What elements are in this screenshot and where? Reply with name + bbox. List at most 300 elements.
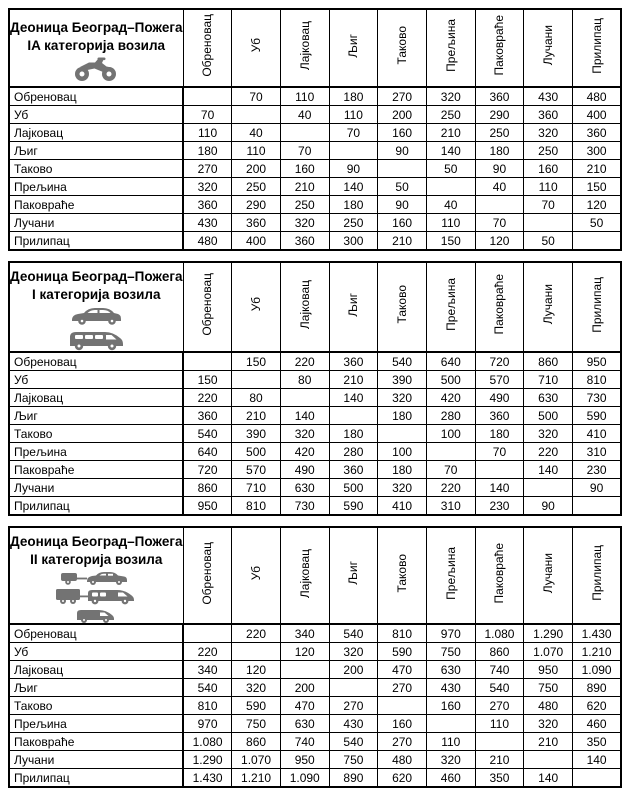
column-header — [183, 262, 232, 352]
price-cell: 110 — [183, 124, 232, 142]
diagonal-empty-cell — [426, 715, 475, 733]
price-cell: 860 — [524, 352, 573, 371]
price-cell: 320 — [524, 124, 573, 142]
price-cell: 620 — [378, 769, 427, 788]
price-cell: 210 — [280, 178, 329, 196]
table-row — [9, 479, 621, 497]
price-cell: 810 — [378, 624, 427, 643]
price-cell: 110 — [524, 178, 573, 196]
price-cell: 360 — [573, 124, 622, 142]
price-cell: 220 — [524, 443, 573, 461]
price-cell: 150 — [232, 352, 281, 371]
price-cell: 340 — [280, 624, 329, 643]
price-cell: 70 — [475, 214, 524, 232]
price-cell: 540 — [378, 352, 427, 371]
price-cell: 540 — [329, 733, 378, 751]
column-header — [329, 262, 378, 352]
price-cell: 890 — [329, 769, 378, 788]
price-cell: 160 — [426, 697, 475, 715]
price-cell: 290 — [232, 196, 281, 214]
column-header — [573, 9, 622, 87]
price-cell: 360 — [329, 352, 378, 371]
price-cell: 740 — [475, 661, 524, 679]
price-cell: 470 — [378, 661, 427, 679]
price-cell: 270 — [475, 697, 524, 715]
price-cell: 270 — [378, 733, 427, 751]
price-cell: 710 — [232, 479, 281, 497]
price-cell: 1.430 — [183, 769, 232, 788]
table-title-cell — [9, 527, 183, 624]
column-header — [426, 262, 475, 352]
price-cell: 160 — [378, 214, 427, 232]
price-cell: 320 — [524, 715, 573, 733]
column-header-label: Паковраће — [492, 542, 507, 604]
price-cell: 110 — [475, 715, 524, 733]
price-cell: 320 — [280, 425, 329, 443]
price-cell: 640 — [426, 352, 475, 371]
price-cell: 410 — [573, 425, 622, 443]
price-cell: 1.070 — [524, 643, 573, 661]
row-header: Таково — [9, 160, 183, 178]
price-cell: 750 — [524, 679, 573, 697]
table-row — [9, 769, 621, 788]
toll-table-category-ii — [8, 526, 622, 788]
price-cell: 180 — [329, 425, 378, 443]
column-header-label: Љиг — [346, 292, 361, 317]
price-cell: 290 — [475, 106, 524, 124]
price-cell: 200 — [378, 106, 427, 124]
price-cell: 1.430 — [573, 624, 622, 643]
price-cell: 180 — [378, 461, 427, 479]
table-row — [9, 624, 621, 643]
price-cell: 70 — [232, 87, 281, 106]
price-cell: 500 — [426, 371, 475, 389]
diagonal-empty-cell — [475, 461, 524, 479]
diagonal-empty-cell — [329, 142, 378, 160]
price-cell: 200 — [329, 661, 378, 679]
price-cell: 400 — [232, 232, 281, 251]
price-cell: 50 — [524, 232, 573, 251]
table-row — [9, 643, 621, 661]
column-header — [524, 527, 573, 624]
vehicle-icons — [10, 305, 183, 351]
diagonal-empty-cell — [378, 425, 427, 443]
price-cell: 220 — [183, 389, 232, 407]
price-cell: 250 — [329, 214, 378, 232]
table-title-line1: Деоница Београд–Пожега — [10, 19, 183, 35]
column-header — [524, 9, 573, 87]
table-row — [9, 661, 621, 679]
price-cell: 210 — [475, 751, 524, 769]
van-trailer-icon — [55, 587, 137, 605]
row-header: Прељина — [9, 443, 183, 461]
row-header: Лучани — [9, 479, 183, 497]
column-header-label: Уб — [249, 566, 264, 581]
column-header — [378, 9, 427, 87]
table-row — [9, 160, 621, 178]
price-cell: 140 — [524, 769, 573, 788]
price-cell: 480 — [183, 232, 232, 251]
price-cell: 590 — [573, 407, 622, 425]
price-cell: 320 — [426, 751, 475, 769]
price-cell: 110 — [232, 142, 281, 160]
price-cell: 420 — [280, 443, 329, 461]
table-row — [9, 106, 621, 124]
minivan-icon — [67, 327, 125, 351]
price-cell: 360 — [524, 106, 573, 124]
price-cell: 250 — [524, 142, 573, 160]
car-trailer-icon — [60, 570, 132, 585]
table-row — [9, 679, 621, 697]
price-cell: 70 — [524, 196, 573, 214]
row-header: Лучани — [9, 751, 183, 769]
column-header-label: Лучани — [541, 25, 556, 66]
price-cell: 270 — [378, 679, 427, 697]
price-cell: 200 — [280, 679, 329, 697]
price-cell: 590 — [232, 697, 281, 715]
price-cell: 270 — [183, 160, 232, 178]
table-title — [10, 528, 183, 623]
price-cell: 270 — [329, 697, 378, 715]
price-cell: 810 — [573, 371, 622, 389]
price-cell: 300 — [573, 142, 622, 160]
row-header: Таково — [9, 425, 183, 443]
price-cell: 320 — [329, 643, 378, 661]
price-cell: 140 — [475, 479, 524, 497]
price-cell: 250 — [280, 196, 329, 214]
price-cell: 160 — [378, 124, 427, 142]
price-cell: 210 — [378, 232, 427, 251]
price-cell: 210 — [573, 160, 622, 178]
diagonal-empty-cell — [183, 352, 232, 371]
price-cell: 180 — [329, 196, 378, 214]
diagonal-empty-cell — [475, 733, 524, 751]
table-title — [10, 14, 183, 82]
column-header — [475, 527, 524, 624]
price-cell: 360 — [183, 196, 232, 214]
price-cell: 1.080 — [183, 733, 232, 751]
price-cell: 1.290 — [183, 751, 232, 769]
price-cell: 180 — [475, 425, 524, 443]
table-row — [9, 87, 621, 106]
column-header-label: Прељина — [443, 278, 458, 331]
price-cell: 860 — [232, 733, 281, 751]
price-cell: 630 — [426, 661, 475, 679]
price-cell: 540 — [183, 679, 232, 697]
price-cell: 140 — [426, 142, 475, 160]
price-cell: 40 — [426, 196, 475, 214]
column-header-label: Уб — [249, 297, 264, 312]
table-row — [9, 425, 621, 443]
table-row — [9, 352, 621, 371]
row-header: Паковраће — [9, 461, 183, 479]
price-cell: 160 — [524, 160, 573, 178]
vehicle-icons — [10, 570, 183, 623]
price-cell: 280 — [329, 443, 378, 461]
price-cell: 570 — [232, 461, 281, 479]
price-cell: 210 — [426, 124, 475, 142]
price-cell: 480 — [524, 697, 573, 715]
price-cell: 640 — [183, 443, 232, 461]
row-header: Прилипац — [9, 232, 183, 251]
price-cell: 250 — [475, 124, 524, 142]
price-cell: 70 — [475, 443, 524, 461]
price-cell: 210 — [329, 371, 378, 389]
table-title-line2: IA категорија возила — [27, 37, 166, 53]
price-cell: 730 — [573, 389, 622, 407]
price-cell: 590 — [378, 643, 427, 661]
column-header-label: Љиг — [346, 561, 361, 586]
price-cell: 120 — [232, 661, 281, 679]
column-header-label: Уб — [249, 38, 264, 53]
diagonal-empty-cell — [524, 214, 573, 232]
price-cell: 220 — [426, 479, 475, 497]
price-cell: 430 — [183, 214, 232, 232]
price-cell: 490 — [475, 389, 524, 407]
table-title-line1: Деоница Београд–Пожега — [10, 534, 183, 550]
diagonal-empty-cell — [280, 389, 329, 407]
price-cell: 210 — [524, 733, 573, 751]
table-row — [9, 497, 621, 516]
toll-table-category-ia — [8, 8, 622, 251]
price-cell: 140 — [573, 751, 622, 769]
price-cell: 250 — [232, 178, 281, 196]
diagonal-empty-cell — [573, 497, 622, 516]
table-row — [9, 443, 621, 461]
price-cell: 320 — [183, 178, 232, 196]
column-header-label: Паковраће — [492, 274, 507, 335]
table-title — [10, 263, 183, 351]
price-cell: 500 — [329, 479, 378, 497]
column-header — [378, 262, 427, 352]
column-header — [426, 9, 475, 87]
price-cell: 220 — [183, 643, 232, 661]
price-cell: 950 — [524, 661, 573, 679]
price-cell: 140 — [280, 407, 329, 425]
price-cell: 630 — [280, 715, 329, 733]
table-title-line2: II категорија возила — [30, 551, 163, 567]
price-cell: 300 — [329, 232, 378, 251]
diagonal-empty-cell — [573, 769, 622, 788]
diagonal-empty-cell — [524, 751, 573, 769]
price-cell: 90 — [524, 497, 573, 516]
price-cell: 70 — [329, 124, 378, 142]
price-cell: 390 — [378, 371, 427, 389]
price-cell: 950 — [573, 352, 622, 371]
price-cell: 360 — [183, 407, 232, 425]
row-header: Лучани — [9, 214, 183, 232]
diagonal-empty-cell — [280, 124, 329, 142]
price-cell: 320 — [378, 389, 427, 407]
price-cell: 90 — [573, 479, 622, 497]
price-cell: 500 — [524, 407, 573, 425]
column-header — [232, 262, 281, 352]
price-cell: 540 — [475, 679, 524, 697]
price-cell: 220 — [280, 352, 329, 371]
table-title-cell — [9, 9, 183, 87]
price-cell: 220 — [232, 624, 281, 643]
diagonal-empty-cell — [329, 407, 378, 425]
price-cell: 620 — [573, 697, 622, 715]
price-cell: 710 — [524, 371, 573, 389]
price-cell: 430 — [426, 679, 475, 697]
table-row — [9, 733, 621, 751]
table-row — [9, 124, 621, 142]
price-cell: 250 — [426, 106, 475, 124]
row-header: Лајковац — [9, 124, 183, 142]
price-cell: 860 — [475, 643, 524, 661]
motorcycle-icon — [73, 56, 119, 82]
column-header-label: Лајковац — [297, 548, 312, 598]
price-cell: 150 — [573, 178, 622, 196]
price-cell: 480 — [378, 751, 427, 769]
price-cell: 210 — [232, 407, 281, 425]
price-cell: 810 — [183, 697, 232, 715]
price-cell: 400 — [573, 106, 622, 124]
price-cell: 70 — [426, 461, 475, 479]
price-cell: 360 — [232, 214, 281, 232]
column-header — [329, 9, 378, 87]
column-header — [280, 262, 329, 352]
price-cell: 1.210 — [232, 769, 281, 788]
price-cell: 720 — [475, 352, 524, 371]
price-cell: 750 — [329, 751, 378, 769]
price-cell: 180 — [475, 142, 524, 160]
column-header — [524, 262, 573, 352]
row-header: Таково — [9, 697, 183, 715]
price-cell: 150 — [426, 232, 475, 251]
price-cell: 180 — [378, 407, 427, 425]
price-cell: 340 — [183, 661, 232, 679]
price-cell: 410 — [378, 497, 427, 516]
table-row — [9, 697, 621, 715]
column-header-label: Прилипац — [589, 545, 604, 602]
column-header — [378, 527, 427, 624]
table-row — [9, 371, 621, 389]
diagonal-empty-cell — [378, 160, 427, 178]
price-cell: 320 — [232, 679, 281, 697]
table-row — [9, 178, 621, 196]
price-cell: 360 — [280, 232, 329, 251]
diagonal-empty-cell — [183, 87, 232, 106]
price-cell: 860 — [183, 479, 232, 497]
price-cell: 320 — [426, 87, 475, 106]
row-header: Уб — [9, 371, 183, 389]
price-cell: 420 — [426, 389, 475, 407]
price-cell: 40 — [280, 106, 329, 124]
price-cell: 110 — [426, 214, 475, 232]
price-cell: 50 — [573, 214, 622, 232]
column-header-label: Лучани — [541, 553, 556, 594]
price-cell: 810 — [232, 497, 281, 516]
small-van-icon — [75, 607, 117, 623]
table-title-cell — [9, 262, 183, 352]
price-cell: 630 — [524, 389, 573, 407]
column-header — [426, 527, 475, 624]
column-header-label: Обреновац — [200, 541, 215, 605]
price-cell: 720 — [183, 461, 232, 479]
row-header: Обреновац — [9, 87, 183, 106]
row-header: Паковраће — [9, 196, 183, 214]
price-cell: 970 — [426, 624, 475, 643]
price-cell: 540 — [183, 425, 232, 443]
price-cell: 460 — [573, 715, 622, 733]
price-cell: 470 — [280, 697, 329, 715]
price-cell: 110 — [280, 87, 329, 106]
price-cell: 360 — [475, 407, 524, 425]
column-header — [475, 262, 524, 352]
column-header-label: Паковраће — [492, 15, 507, 76]
column-header-label: Лајковац — [297, 280, 312, 330]
diagonal-empty-cell — [524, 479, 573, 497]
price-cell: 750 — [232, 715, 281, 733]
price-cell: 740 — [280, 733, 329, 751]
row-header: Прилипац — [9, 769, 183, 788]
diagonal-empty-cell — [475, 196, 524, 214]
table-title-line1: Деоница Београд–Пожега — [10, 269, 183, 284]
price-cell: 200 — [232, 160, 281, 178]
column-header-label: Прељина — [443, 19, 458, 72]
price-cell: 360 — [329, 461, 378, 479]
price-cell: 50 — [378, 178, 427, 196]
row-header: Љиг — [9, 679, 183, 697]
row-header: Прељина — [9, 715, 183, 733]
price-cell: 1.080 — [475, 624, 524, 643]
table-row — [9, 196, 621, 214]
vehicle-icons — [10, 56, 183, 82]
price-cell: 480 — [573, 87, 622, 106]
price-cell: 950 — [280, 751, 329, 769]
table-row — [9, 715, 621, 733]
price-cell: 100 — [426, 425, 475, 443]
price-cell: 80 — [232, 389, 281, 407]
price-cell: 50 — [426, 160, 475, 178]
column-header-label: Таково — [395, 285, 410, 324]
price-cell: 40 — [232, 124, 281, 142]
table-row — [9, 142, 621, 160]
row-header: Паковраће — [9, 733, 183, 751]
diagonal-empty-cell — [280, 661, 329, 679]
price-cell: 310 — [573, 443, 622, 461]
price-cell: 750 — [426, 643, 475, 661]
price-cell: 320 — [524, 425, 573, 443]
price-cell: 390 — [232, 425, 281, 443]
table-row — [9, 214, 621, 232]
price-cell: 270 — [378, 87, 427, 106]
column-header — [573, 262, 622, 352]
price-cell: 110 — [329, 106, 378, 124]
price-cell: 950 — [183, 497, 232, 516]
column-header-label: Обреновац — [200, 273, 215, 336]
price-cell: 90 — [329, 160, 378, 178]
column-header — [280, 9, 329, 87]
price-cell: 120 — [280, 643, 329, 661]
price-cell: 500 — [232, 443, 281, 461]
price-cell: 320 — [280, 214, 329, 232]
price-cell: 460 — [426, 769, 475, 788]
table-row — [9, 232, 621, 251]
column-header-label: Лајковац — [297, 20, 312, 71]
price-cell: 360 — [475, 87, 524, 106]
row-header: Љиг — [9, 407, 183, 425]
column-header-label: Прељина — [443, 546, 458, 600]
table-title-line2: I категорија возила — [32, 286, 161, 302]
column-header-label: Таково — [395, 26, 410, 65]
diagonal-empty-cell — [426, 443, 475, 461]
diagonal-empty-cell — [232, 371, 281, 389]
price-cell: 150 — [183, 371, 232, 389]
price-cell: 90 — [475, 160, 524, 178]
